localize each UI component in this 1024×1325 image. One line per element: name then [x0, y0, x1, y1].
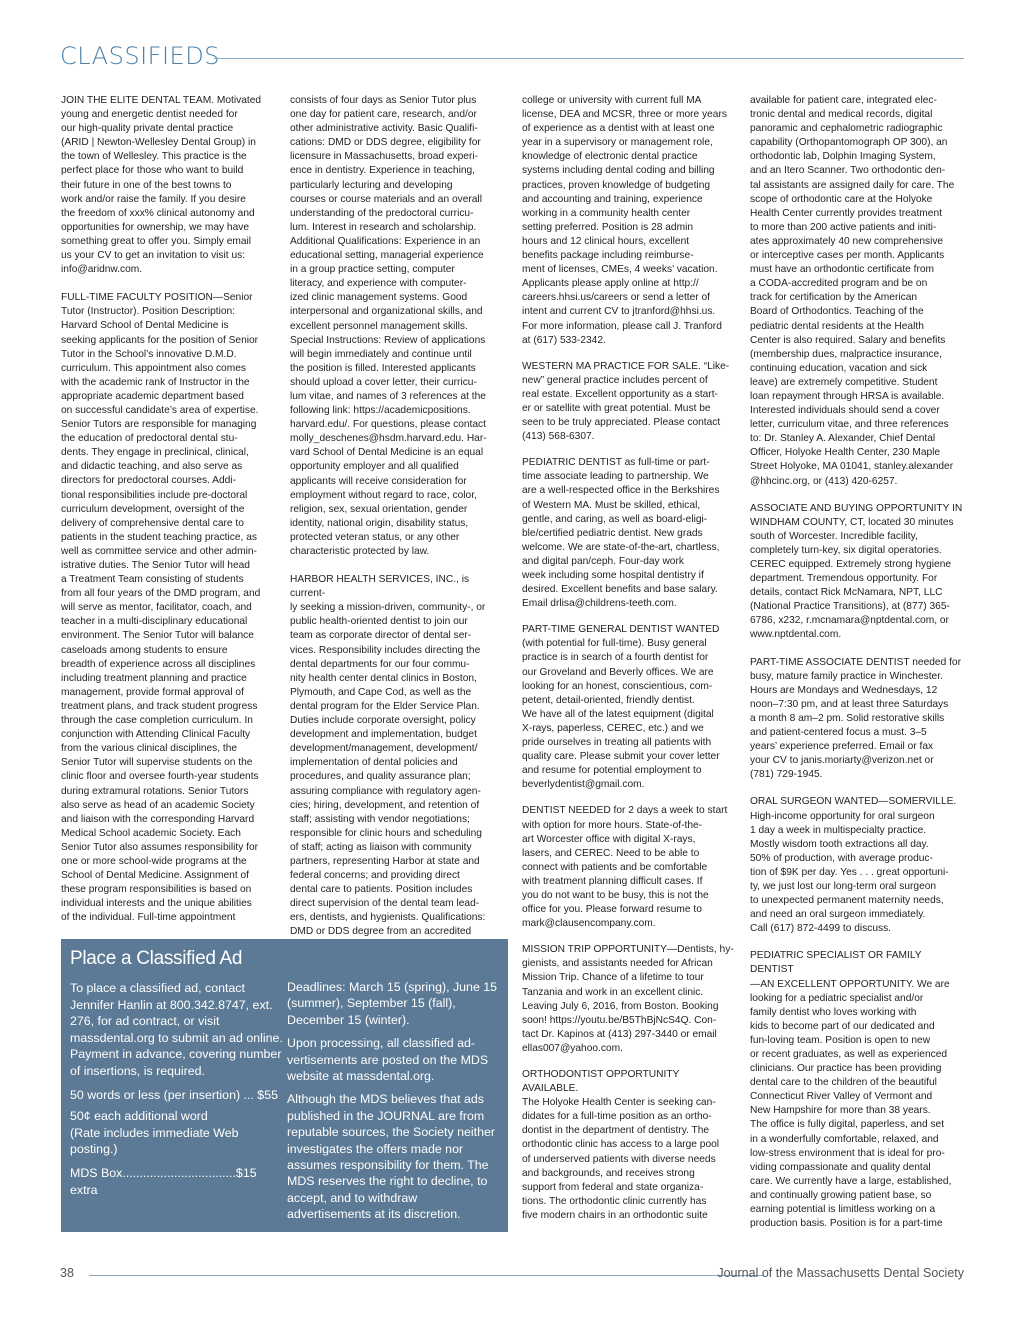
deadlines-text: Deadlines: March 15 (spring), June 15 (summer), September 15 (fall), December 15 (winter).	[287, 980, 498, 1027]
column-1	[61, 94, 275, 939]
classified-ad: PEDIATRIC SPECIALIST OR FAMILY DENTIST —AN EXCELLENT OPPORTUNITY. We are looking for a pediatric specialist and/or family dentist who loves working with kids to become part of our dedicated and fun-loving team. Position is open to new or recent graduates, as well as experienced clinicians. Our practice has been providing dental care to the children of the beautiful Connecticut River Valley of Vermont and New Hampshire for more than 38 years. The office is fully digital, paperless, and set in a wonderfully comfortable, relaxed, and low-stress environment that is ideal for pro- viding compassionate and quality dental care. We currently have a large, established, and continually growing patient base, so earning potential is limitless working on a production basis. Position is for a part-time	[750, 950, 952, 1230]
classified-ad: ORTHODONTIST OPPORTUNITY AVAILABLE. The Holyoke Health Center is seeking can- didates for a full-time position as an ortho- dontist in the department of dentistry. The orthodontic clinic has access to a large pool of underserved patients with diverse needs and backgrounds, and receives strong support from federal and state organiza- tions. The orthodontic clinic currently has five modern chairs in an orthodontic suite	[522, 1069, 720, 1221]
place-ad-left	[70, 980, 284, 1205]
classified-ad: PART-TIME GENERAL DENTIST WANTED (with potential for full-time). Busy general practice is in search of a fourth dentist for our Groveland and Beverly offices. We are looking for an honest, conscientious, com- petent, detail-oriented, friendly dentist. We have all of the latest equipment (digital X-rays, paperless, CEREC, etc.) and we pride ourselves in treating all patients with quality care. Please submit your cover letter and resume for potential employment to beverlydentist@gmail.com.	[522, 624, 720, 791]
page-header	[60, 42, 964, 74]
rate-additional: 50¢ each additional word (Rate includes immediate Web posting.)	[70, 1109, 239, 1157]
section-title: CLASSIFIEDS	[60, 42, 220, 70]
column-3	[522, 94, 736, 1235]
classified-ad: JOIN THE ELITE DENTAL TEAM. Motivated young and energetic dentist needed for our high-quality private dental practice (ARID | Newton-Wellesley Dental Group) in the town of Wellesley. This practice is the perfect place for those who want to build their future in one of the best towns to work and/or raise the family. If you desire the freedom of xxx% clinical autonomy and opportunities for ownership, we may have something great to offer you. Simply email us your CV to get an invitation to visit us: info@aridnw.com.	[61, 95, 262, 276]
page-footer	[60, 1266, 964, 1284]
rate-base: 50 words or less (per insertion) ... $55	[70, 1087, 278, 1102]
place-ad-intro: To place a classified ad, contact Jennifer Hanlin at 800.342.8747, ext. 276, for ad contract, or visit massdental.org to submit an ad online. Payment in advance, covering number of insertions, is required.	[70, 981, 283, 1078]
journal-name: Journal of the Massachusetts Dental Society	[717, 1266, 964, 1280]
classified-ad: college or university with current full MA license, DEA and MCSR, three or more years of experience as a dentist with at least one year in a supervisory or management role, knowledge of electronic dental practice systems including dental coding and billing practices, proven knowledge of budgeting and accounting and training, experience working in a community health center setting preferred. Position is 28 admin hours and 12 clinical hours, excellent benefits package including reimburse- ment of licenses, CMEs, 4 weeks’ vacation. Applicants please apply online at http:// careers.hhsi.us/careers or send a letter of intent and current CV to jtranford@hhsi.us. For more information, please call J. Tranford at (617) 533-2342.	[522, 95, 727, 346]
disclaimer-text: Although the MDS believes that ads published in the JOURNAL are from reputable sources, the Society neither investigates the offers made nor assumes responsibility for them. The MDS reserves the right to decline, to accept, and to withdraw advertisements at its discretion.	[287, 1092, 496, 1222]
column-2	[290, 94, 504, 954]
place-ad-box	[61, 939, 508, 1232]
box-fee: MDS Box.................................$15 extra	[70, 1165, 257, 1197]
classified-ad: PART-TIME ASSOCIATE DENTIST needed for busy, mature family practice in Winchester. Hours are Mondays and Wednesdays, 12 noon–7:30 pm, and at least three Saturdays a month 8 am–2 pm. Solid restorative skills and patient-centered focus a must. 3–5 years’ experience preferred. Email or fax your CV to janis.moriarty@verizon.net or (781) 729-1945.	[750, 656, 961, 781]
classified-ad: ASSOCIATE AND BUYING OPPORTUNITY IN WINDHAM COUNTY, CT, located 30 minutes south of Worcester. Incredible facility, completely turn-key, six digital operatories. CEREC equipped. Extremely strong hygiene department. Tremendous opportunity. For details, contact Rick McNamara, NPT, LLC (National Practice Transitions), at (877) 365- 6786, x232, r.mcnamara@nptdental.com, or www.nptdental.com.	[750, 502, 963, 641]
classified-ad: WESTERN MA PRACTICE FOR SALE. “Like- new” general practice includes percent of real estate. Excellent opportunity as a start- er or satellite with great potential. Must be seen to be truly appreciated. Please contact (413) 568-6307.	[522, 360, 730, 443]
place-ad-title: Place a Classified Ad	[70, 948, 243, 969]
classified-ad: MISSION TRIP OPPORTUNITY—Dentists, hy- gienists, and assistants needed for African Mission Trip. Chance of a lifetime to tour Tanzania and work in an excellent clinic. Leaving July 6, 2016, from Boston. Booking soon! https://youtu.be/B5ThBjNcS4Q. Con- tact Dr. Kapinos at (413) 297-3440 or email ellas007@yahoo.com.	[522, 944, 734, 1054]
header-divider	[214, 58, 964, 59]
column-4	[750, 94, 964, 1244]
classified-ad: ORAL SURGEON WANTED—SOMERVILLE. High-income opportunity for oral surgeon 1 day a week in multispecialty practice. Mostly wisdom tooth extractions all day. 50% of production, with average produc- tion of $9K per day. Yes . . . great opportuni- ty, we just lost our long-term oral surgeon to unexpected permanent maternity needs, and need an oral surgeon immediately. Call (617) 872-4499 to discuss.	[750, 796, 957, 935]
classified-ad: DENTIST NEEDED for 2 days a week to start with option for more hours. State-of-the- art Worcester office with digital X-rays, lasers, and CEREC. Need to be able to connect with patients and be comfortable with treatment planning difficult cases. If you do not want to be busy, this is not the office for you. Please forward resume to mark@clausencompany.com.	[522, 805, 728, 930]
processing-text: Upon processing, all classified advertisements are posted on the MDS website at massdental.org.	[287, 1036, 489, 1084]
classified-ad: consists of four days as Senior Tutor plus one day for patient care, research, and/or other administrative activity. Basic Qualifi- cations: DMD or DDS degree, eligibility for licensure in Massachusetts, broad experi- ence in dentistry. Experience in teaching, particularly lecturing and developing courses or course materials and an overall understanding of the predoctoral curricu- lum. Interest in research and scholarship. Additional Qualifications: Experience in an educational setting, managerial experience in a group practice setting, computer literacy, and experience with computer- ized clinic management systems. Good interpersonal and organizational skills, and excellent personnel management skills. Special Instructions: Review of applications will begin immediately and continue until the position is filled. Interested applicants should upload a cover letter, their curricu- lum vitae, and names of 3 references at the following link: https://academicpositions. harvard.edu/. For questions, please contact molly_deschenes@hsdm.harvard.edu. Har- vard School of Dental Medicine is an equal opportunity employer and all qualified applicants will receive consideration for employment without regard to race, color, religion, sex, sexual orientation, gender identity, national origin, disability status, protected veteran status, or any other characteristic protected by law.	[290, 95, 487, 557]
footer-divider	[89, 1275, 764, 1276]
classified-ad: FULL-TIME FACULTY POSITION—Senior Tutor (Instructor). Position Description: Harvard School of Dental Medicine is seeking applicants for the position of Senior Tutor in the School’s innovative D.M.D. curriculum. This appointment also comes with the academic rank of Instructor in the appropriate academic department based on successful candidate’s area of expertise. Senior Tutors are responsible for managing the education of predoctoral dental stu- dents. They engage in preclinical, clinical, and didactic teaching, and also serve as directors for predoctoral courses. Addi- tional responsibilities include pre-doctoral curriculum development, oversight of the delivery of comprehensive dental care to patients in the student teaching practice, as well as committee service and other admin- istrative duties. The Senior Tutor will head a Treatment Team consisting of students from all four years of the DMD program, and will serve as mentor, facilitator, coach, and teacher in a multi-disciplinary educational environment. The Senior Tutor will balance caseloads among students to ensure breadth of experience across all disciplines including treatment planning and practice management, provide formal approval of treatment plans, and track student progress through the case completion curriculum. In conjunction with Attending Clinical Faculty from the various clinical disciplines, the Senior Tutor will supervise students on the clinic floor and oversee fourth-year students during extramural rotations. Senior Tutors also serve as head of an academic Society and liaison with the corresponding Harvard Medical School academic Society. Each Senior Tutor also assumes responsibility for one or more school-wide programs at the School of Dental Medicine. Assignment of these program responsibilities is based on individual interests and the unique abilities of the individual. Full-time appointment	[61, 292, 261, 924]
classified-ad: available for patient care, integrated elec- tronic dental and medical records, digital panoramic and cephalometric radiographic capability (Orthopantomograph OP 300), an orthodontic lab, Dolphin Imaging System, and an Itero Scanner. Two orthodontic den- tal assistants are assigned daily for care. The scope of orthodontic care at the Holyoke Health Center currently provides treatment to more than 200 active patients and initi- ates approximately 40 new comprehensive or interceptive cases per month. Applicants must have an orthodontic certificate from a CODA-accredited program and be on track for certification by the American Board of Orthodontics. Teaching of the pediatric dental residents at the Health Center is also required. Salary and benefits (membership dues, malpractice insurance, continuing education, vacation and sick leave) are extremely competitive. Student loan repayment through HRSA is available. Interested individuals should send a cover letter, curriculum vitae, and three references to: Dr. Stanley A. Alexander, Chief Dental Officer, Holyoke Health Center, 230 Maple Street Holyoke, MA 01041, stanley.alexander @hhcinc.org, or (413) 420-6257.	[750, 95, 955, 487]
place-ad-right	[287, 979, 499, 1230]
page-number: 38	[60, 1266, 74, 1280]
classified-ad: HARBOR HEALTH SERVICES, INC., is current- ly seeking a mission-driven, community-, or public health-oriented dentist to join our team as corporate director of dental ser- vices. Responsibility includes directing the dental departments for our four commu- nity health center dental clinics in Boston, Plymouth, and Cape Cod, as well as the dental program for the Elder Service Plan. Duties include corporate oversight, policy development and implementation, budget development/management, development/ implementation of dental policies and procedures, and quality assurance plan; assuring compliance with regulatory agen- cies; hiring, development, and retention of staff; assisting with vendor negotiations; responsible for clinic hours and scheduling of staff; acting as liaison with community partners, representing Harbor at state and federal concerns; and providing direct dental care to patients. Position includes direct supervision of the dental team lead- ers, dentists, and hygienists. Qualifications: DMD or DDS degree from an accredited	[290, 574, 486, 938]
classified-ad: PEDIATRIC DENTIST as full-time or part- time associate leading to partnership. We are a well-respected office in the Berkshires of Western MA. Must be skilled, ethical, gentle, and caring, as well as board-eligi- ble/certified pediatric dentist. New grads welcome. We are state-of-the-art, chartless, and digital pan/ceph. Four-day work week including some hospital dentistry if desired. Excellent benefits and base salary. Email drlisa@childrens-teeth.com.	[522, 457, 720, 610]
